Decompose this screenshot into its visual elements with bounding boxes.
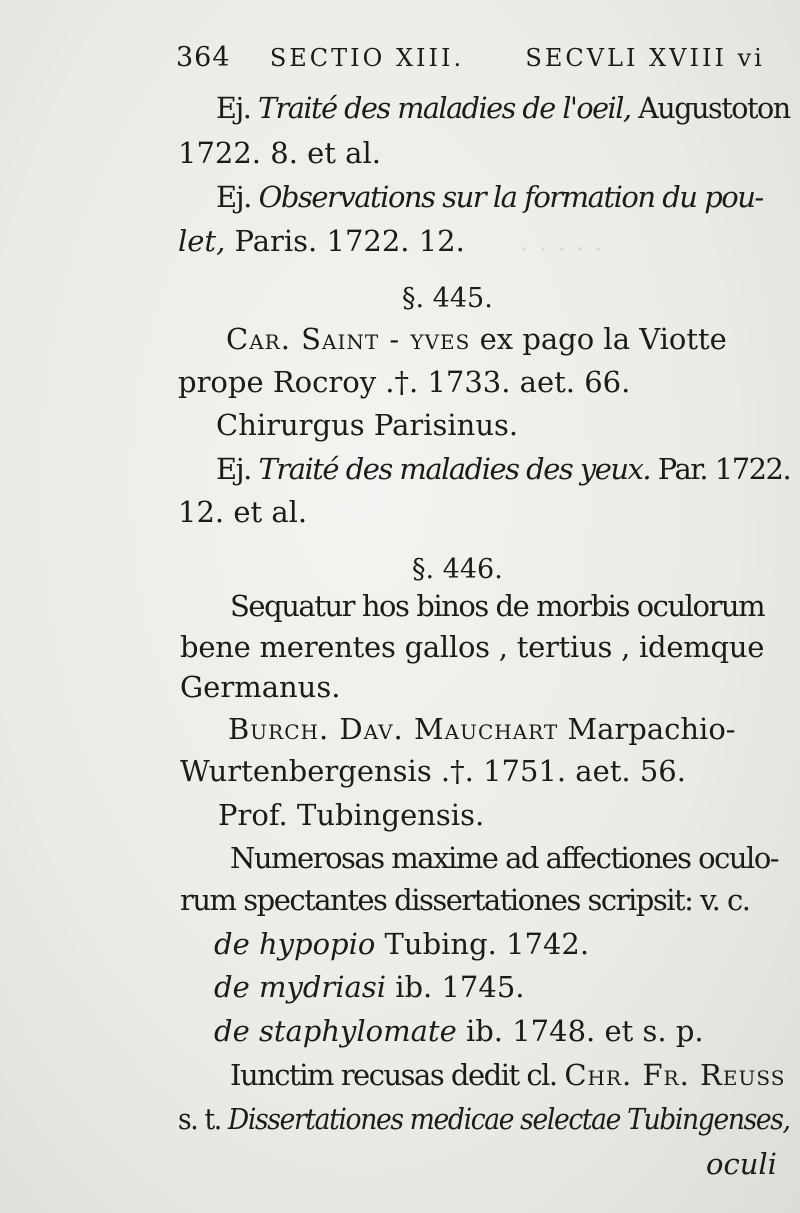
- text-line: [180, 883, 750, 917]
- text-line: [226, 322, 764, 356]
- section-heading: [412, 556, 503, 583]
- text-run: Par. 1722.: [650, 452, 791, 486]
- text-run: Paris. 1722. 12.: [225, 224, 465, 258]
- text-run: Iunctim recusas dedit cl.: [230, 1058, 565, 1092]
- text-run: Tubing. 1742.: [375, 927, 590, 961]
- page-number: 364: [176, 42, 231, 73]
- text-run: §. 446.: [412, 554, 503, 585]
- text-run: Wurtenbergensis .†. 1751. aet. 56.: [180, 754, 686, 788]
- text-line: [180, 754, 686, 788]
- text-run: ex pago la Viotte: [470, 322, 727, 356]
- header-section: SECTIO XIII.: [269, 44, 465, 72]
- text-run: Numerosas maxime ad affectiones oculo-: [230, 841, 779, 875]
- text-run: Car. Saint - yves: [226, 322, 471, 356]
- text-run: prope Rocroy .†. 1733. aet. 66.: [178, 365, 631, 399]
- text-run: Traité des maladies des yeux.: [258, 452, 651, 486]
- text-line: [178, 365, 631, 399]
- text-line: [230, 841, 779, 875]
- text-run: let,: [178, 224, 226, 258]
- text-line: [230, 1058, 786, 1092]
- text-run: Burch. Dav. Mauchart: [228, 712, 559, 746]
- text-run: Chr. Fr. Reuss: [564, 1058, 786, 1092]
- header-century: SECVLI XVIII vi: [525, 44, 765, 72]
- text-run: s. t.: [178, 1102, 228, 1136]
- text-line: [216, 452, 791, 486]
- text-line: [214, 927, 590, 961]
- text-run: de mydriasi: [214, 970, 386, 1004]
- text-run: Chirurgus Parisinus.: [216, 408, 519, 442]
- text-run: Ej.: [216, 452, 259, 486]
- text-run: Sequatur hos binos de morbis oculorum: [230, 589, 765, 623]
- text-line: [180, 630, 765, 664]
- text-run: Augustoton: [630, 91, 790, 125]
- text-run: ib. 1748. et s. p.: [456, 1014, 704, 1048]
- catchword: [706, 1147, 777, 1181]
- text-run: de staphylomate: [214, 1014, 457, 1048]
- text-run: Traité des maladies de l'oeil,: [258, 91, 631, 125]
- text-run: Germanus.: [180, 670, 341, 704]
- section-heading: [402, 285, 493, 312]
- text-run: Dissertationes medicae selectae Tubingenses,: [227, 1102, 790, 1136]
- text-run: Observations sur la formation du pou-: [258, 180, 763, 214]
- text-line: [216, 408, 519, 442]
- text-line: [218, 798, 485, 832]
- text-line: [214, 970, 525, 1004]
- text-run: Ej.: [216, 180, 259, 214]
- text-line: [214, 1014, 704, 1048]
- text-run: Prof. Tubingensis.: [218, 798, 485, 832]
- text-line: [216, 180, 763, 214]
- text-run: Marpachio-: [558, 712, 736, 746]
- text-line: [216, 91, 790, 125]
- text-line: [178, 224, 465, 258]
- text-run: de hypopio: [214, 927, 376, 961]
- text-line: [178, 1102, 790, 1136]
- text-run: bene merentes gallos , tertius , idemque: [180, 630, 765, 664]
- text-run: 12. et al.: [178, 495, 308, 529]
- text-run: ib. 1745.: [385, 970, 525, 1004]
- bleed-through-text: · · · · ·: [520, 232, 603, 266]
- text-run: Ej.: [216, 91, 259, 125]
- text-run: 1722. 8. et al.: [178, 136, 381, 170]
- text-line: [178, 495, 308, 529]
- text-line: [180, 670, 341, 704]
- text-run: oculi: [706, 1147, 777, 1181]
- running-header: [176, 44, 765, 71]
- text-line: [178, 136, 381, 170]
- text-line: [230, 589, 765, 623]
- text-run: §. 445.: [402, 283, 493, 314]
- text-line: [228, 712, 762, 746]
- text-run: rum spectantes dissertationes scripsit: v. c.: [180, 883, 750, 917]
